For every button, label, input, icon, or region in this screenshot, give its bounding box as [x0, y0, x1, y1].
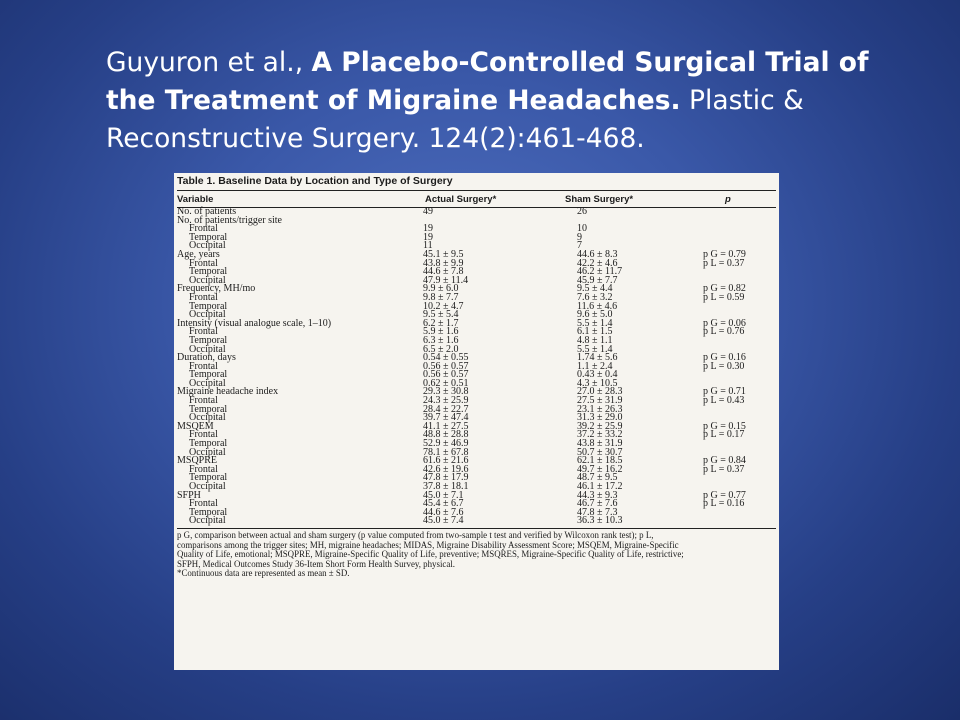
- actual-value: 19: [423, 223, 433, 235]
- title-article: A Placebo-Controlled Surgical Trial of the Treatment of Migraine Headaches.: [106, 47, 869, 116]
- sham-value: 44.6 ± 8.3: [577, 248, 618, 260]
- sham-value: 48.7 ± 9.5: [577, 472, 618, 484]
- table-row: [177, 317, 776, 329]
- sham-value: 9.5 ± 4.4: [577, 283, 613, 295]
- p-value: p L = 0.37: [703, 463, 745, 475]
- sham-value: 10: [577, 223, 587, 235]
- footnote-line: SFPH, Medical Outcomes Study 36-Item Short Form Health Survey, physical.: [177, 558, 455, 569]
- row-label: Frequency, MH/mo: [177, 283, 256, 295]
- sham-value: 5.5 ± 1.4: [577, 317, 613, 329]
- sham-value: 46.2 ± 11.7: [577, 266, 623, 278]
- table-row: [177, 231, 776, 243]
- row-label: Frontal: [189, 360, 218, 372]
- actual-value: 0.56 ± 0.57: [423, 369, 469, 381]
- sham-value: 36.3 ± 10.3: [577, 515, 623, 527]
- header-variable: Variable: [177, 194, 214, 205]
- sham-value: 7.6 ± 3.2: [577, 291, 613, 303]
- actual-value: 0.54 ± 0.55: [423, 352, 469, 364]
- row-label: No. of patients: [177, 206, 237, 217]
- actual-value: 39.7 ± 47.4: [423, 412, 469, 424]
- row-label: Duration, days: [177, 352, 236, 364]
- actual-value: 11: [423, 240, 433, 252]
- row-label: Age, years: [177, 248, 220, 260]
- actual-value: 9.5 ± 5.4: [423, 309, 459, 321]
- table-row: [177, 354, 776, 363]
- p-value: p G = 0.71: [703, 386, 746, 398]
- sham-value: 50.7 ± 30.7: [577, 446, 623, 458]
- row-label: Temporal: [189, 266, 228, 278]
- table-row: [177, 517, 776, 526]
- sham-value: 62.1 ± 18.5: [577, 455, 623, 467]
- slide-title: [106, 44, 926, 158]
- p-value: p G = 0.82: [703, 283, 746, 295]
- row-label: Frontal: [189, 463, 218, 475]
- actual-value: 45.1 ± 9.5: [423, 248, 464, 260]
- row-label: Temporal: [189, 334, 228, 346]
- p-value: p G = 0.79: [703, 248, 746, 260]
- table-row: [177, 371, 776, 380]
- sham-value: 44.3 ± 9.3: [577, 489, 618, 501]
- footnote-line: Quality of Life, emotional; MSQPRE, Migraine-Specific Quality of Life, preventive; MSQRES, Migraine-Specific Quality of Life, restrictive;: [177, 549, 684, 560]
- sham-value: 49.7 ± 16.2: [577, 463, 623, 475]
- sham-value: 6.1 ± 1.5: [577, 326, 613, 338]
- actual-value: 78.1 ± 67.8: [423, 446, 469, 458]
- table-row: [177, 463, 776, 475]
- row-label: Temporal: [189, 506, 228, 518]
- sham-value: 31.3 ± 29.0: [577, 412, 623, 424]
- table-row: [177, 506, 776, 518]
- sham-value: 26: [577, 206, 587, 217]
- table-row: [177, 397, 776, 406]
- row-label: Occipital: [189, 309, 226, 321]
- sham-value: 27.0 ± 28.3: [577, 386, 623, 398]
- row-label: Temporal: [189, 369, 228, 381]
- header-p: p: [725, 194, 731, 205]
- footnote-line: *Continuous data are represented as mean ± SD.: [177, 568, 350, 579]
- sham-value: 37.2 ± 33.2: [577, 429, 623, 441]
- row-label: Occipital: [189, 240, 226, 252]
- row-label: Occipital: [189, 274, 226, 286]
- table-row: [177, 414, 776, 423]
- actual-value: 9.9 ± 6.0: [423, 283, 459, 295]
- p-value: p G = 0.15: [703, 420, 746, 432]
- row-label: Occipital: [189, 515, 226, 527]
- actual-value: 43.8 ± 9.9: [423, 257, 464, 269]
- actual-value: 9.8 ± 7.7: [423, 291, 459, 303]
- row-label: Intensity (visual analogue scale, 1–10): [177, 317, 332, 329]
- actual-value: 0.56 ± 0.57: [423, 360, 469, 372]
- p-value: p G = 0.16: [703, 352, 746, 364]
- table-row: [177, 274, 776, 286]
- p-value: p G = 0.84: [703, 455, 746, 467]
- actual-value: 6.3 ± 1.6: [423, 334, 459, 346]
- title-authors: Guyuron et al.,: [106, 47, 312, 78]
- actual-value: 44.6 ± 7.6: [423, 506, 464, 518]
- actual-value: 49: [423, 206, 433, 217]
- table-footnotes: [177, 531, 776, 579]
- actual-value: 5.9 ± 1.6: [423, 326, 459, 338]
- row-label: Temporal: [189, 472, 228, 484]
- table-row: [177, 388, 776, 397]
- sham-value: 1.1 ± 2.4: [577, 360, 613, 372]
- actual-value: 44.6 ± 7.8: [423, 266, 464, 278]
- actual-value: 52.9 ± 46.9: [423, 438, 469, 450]
- row-label: Occipital: [189, 412, 226, 424]
- table-row: [177, 291, 776, 303]
- title-journal: Plastic & Reconstructive Surgery. 124(2):461-468.: [106, 85, 804, 154]
- sham-value: 43.8 ± 31.9: [577, 438, 623, 450]
- sham-value: 4.8 ± 1.1: [577, 334, 613, 346]
- table-row: [177, 483, 776, 492]
- sham-value: 11.6 ± 4.6: [577, 300, 618, 312]
- p-value: p G = 0.06: [703, 317, 746, 329]
- p-value: p G = 0.77: [703, 489, 746, 501]
- actual-value: 19: [423, 231, 433, 243]
- table-row: [177, 300, 776, 312]
- actual-value: 48.8 ± 28.8: [423, 429, 469, 441]
- table-bottom-rule: [177, 528, 776, 529]
- table-image: [174, 173, 779, 670]
- footnote-line: comparisons among the trigger sites; MH, migraine headaches; MIDAS, Migraine Disability Assessment Score; MSQEM, Migraine-Specific: [177, 539, 679, 550]
- actual-value: 6.5 ± 2.0: [423, 343, 459, 355]
- table-row: [177, 334, 776, 346]
- sham-value: 4.3 ± 10.5: [577, 377, 618, 389]
- sham-value: 9.6 ± 5.0: [577, 309, 613, 321]
- table-row: [177, 420, 776, 432]
- actual-value: 24.3 ± 25.9: [423, 395, 469, 407]
- header-actual: Actual Surgery*: [425, 194, 497, 205]
- table-row: [177, 489, 776, 501]
- table-row: [177, 343, 776, 355]
- table-row: [177, 268, 776, 277]
- sham-value: 1.74 ± 5.6: [577, 352, 618, 364]
- sham-value: 0.43 ± 0.4: [577, 369, 618, 381]
- actual-value: 10.2 ± 4.7: [423, 300, 464, 312]
- row-label: MSQPRE: [177, 455, 218, 467]
- p-value: p L = 0.17: [703, 429, 745, 441]
- sham-value: 46.7 ± 7.6: [577, 498, 618, 510]
- actual-value: 0.62 ± 0.51: [423, 377, 469, 389]
- actual-value: 61.6 ± 21.6: [423, 455, 469, 467]
- row-label: Frontal: [189, 223, 218, 235]
- table-row: [177, 446, 776, 458]
- row-label: MSQEM: [177, 420, 214, 432]
- table-row: [177, 214, 776, 226]
- row-label: Frontal: [189, 326, 218, 338]
- p-value: p L = 0.37: [703, 257, 745, 269]
- table-row: [177, 474, 776, 483]
- actual-value: 37.8 ± 18.1: [423, 481, 469, 492]
- table-row: [177, 248, 776, 260]
- row-label: Frontal: [189, 429, 218, 441]
- table-row: [177, 440, 776, 449]
- sham-value: 7: [577, 240, 582, 252]
- row-label: SFPH: [177, 489, 201, 501]
- p-value: p L = 0.16: [703, 498, 745, 510]
- row-label: Frontal: [189, 291, 218, 303]
- table-row: [177, 431, 776, 440]
- p-value: p L = 0.30: [703, 360, 745, 372]
- actual-value: 6.2 ± 1.7: [423, 317, 459, 329]
- actual-value: 47.9 ± 11.4: [423, 274, 469, 286]
- table-row: [177, 242, 776, 251]
- sham-value: 46.1 ± 17.2: [577, 481, 623, 492]
- sham-value: 47.8 ± 7.3: [577, 506, 618, 518]
- sham-value: 23.1 ± 26.3: [577, 403, 623, 415]
- actual-value: 47.8 ± 17.9: [423, 472, 469, 484]
- table-caption: Table 1. Baseline Data by Location and Type of Surgery: [177, 175, 776, 191]
- actual-value: 42.6 ± 19.6: [423, 463, 469, 475]
- row-label: Frontal: [189, 498, 218, 510]
- p-value: p L = 0.59: [703, 291, 745, 303]
- row-label: Temporal: [189, 403, 228, 415]
- row-label: Occipital: [189, 377, 226, 389]
- table-row: [177, 457, 776, 466]
- table-row: [177, 500, 776, 509]
- table-row: [177, 328, 776, 337]
- sham-value: 9: [577, 231, 582, 243]
- row-label: Occipital: [189, 481, 226, 492]
- row-label: Temporal: [189, 231, 228, 243]
- actual-value: 45.0 ± 7.1: [423, 489, 464, 501]
- table-header: [177, 191, 776, 208]
- sham-value: 27.5 ± 31.9: [577, 395, 623, 407]
- actual-value: 41.1 ± 27.5: [423, 420, 469, 432]
- row-label: No. of patients/trigger site: [177, 214, 282, 226]
- row-label: Frontal: [189, 395, 218, 407]
- row-label: Frontal: [189, 257, 218, 269]
- footnote-line: p G, comparison between actual and sham surgery (p value computed from two-sample t test and verified by Wilcoxon rank test); p L,: [177, 529, 654, 540]
- table-row: [177, 225, 776, 234]
- p-value: p L = 0.76: [703, 326, 745, 338]
- row-label: Temporal: [189, 438, 228, 450]
- sham-value: 45.9 ± 7.7: [577, 274, 618, 286]
- row-label: Temporal: [189, 300, 228, 312]
- p-value: p L = 0.43: [703, 395, 745, 407]
- table-row: [177, 257, 776, 269]
- sham-value: 5.5 ± 1.4: [577, 343, 613, 355]
- sham-value: 39.2 ± 25.9: [577, 420, 623, 432]
- table-body: [177, 208, 776, 526]
- table-row: [177, 285, 776, 294]
- sham-value: 42.2 ± 4.6: [577, 257, 618, 269]
- actual-value: 28.4 ± 22.7: [423, 403, 469, 415]
- actual-value: 45.4 ± 6.7: [423, 498, 464, 510]
- row-label: Occipital: [189, 343, 226, 355]
- actual-value: 45.0 ± 7.4: [423, 515, 464, 527]
- actual-value: 29.3 ± 30.8: [423, 386, 469, 398]
- header-sham: Sham Surgery*: [565, 194, 634, 205]
- row-label: Migraine headache index: [177, 386, 279, 398]
- row-label: Occipital: [189, 446, 226, 458]
- table-row: [177, 403, 776, 415]
- table-row: [177, 360, 776, 372]
